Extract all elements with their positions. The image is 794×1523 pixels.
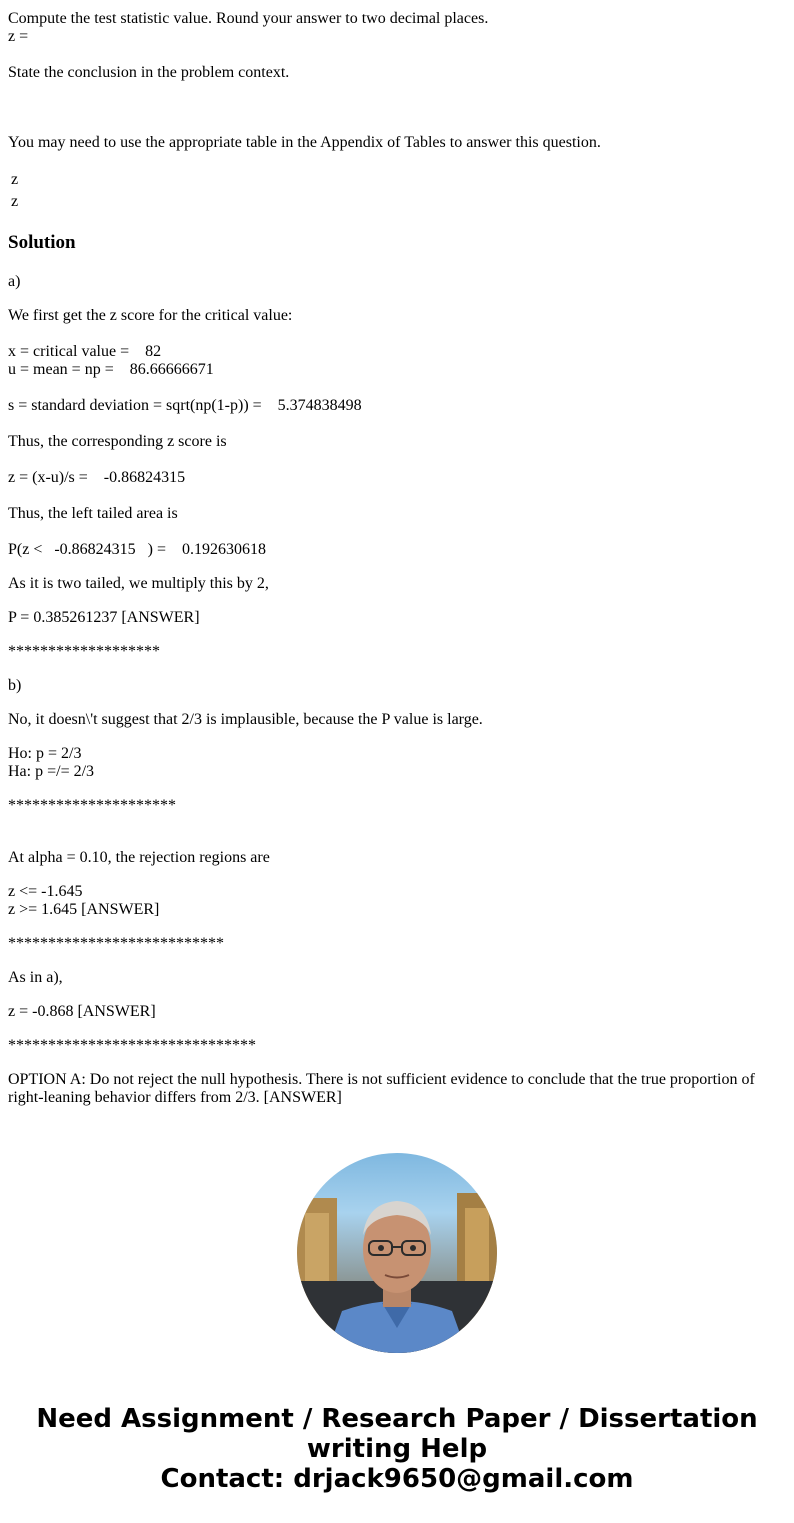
question-line-conclusion: State the conclusion in the problem context. bbox=[8, 64, 290, 81]
std-dev-line: s = standard deviation = sqrt(np(1-p)) = 5.374838498 bbox=[8, 397, 362, 414]
z-score-line: z = (x-u)/s = -0.86824315 bbox=[8, 469, 186, 486]
two-tailed-note: As it is two tailed, we multiply this by 2, bbox=[8, 575, 269, 592]
z-score-intro: Thus, the corresponding z score is bbox=[8, 433, 227, 450]
question-line-compute: Compute the test statistic value. Round your answer to two decimal places. bbox=[8, 10, 489, 27]
z-answer: z = -0.868 [ANSWER] bbox=[8, 1003, 156, 1020]
conclusion-option: OPTION A: Do not reject the null hypothesis. There is not sufficient evidence to conclude that the true proportion of right-leaning behavior differs from 2/3. [ANSWER] bbox=[8, 1071, 755, 1106]
rejection-region-lower: z <= -1.645 bbox=[8, 883, 83, 900]
promo-line-2: writing Help bbox=[306, 1434, 488, 1464]
mean-line: u = mean = np = 86.66666671 bbox=[8, 361, 214, 378]
promo-line-1: Need Assignment / Research Paper / Dissertation bbox=[36, 1404, 758, 1434]
separator: ******************* bbox=[8, 643, 160, 660]
question-table-note: You may need to use the appropriate table in the Appendix of Tables to answer this question. bbox=[8, 134, 601, 151]
left-tail-intro: Thus, the left tailed area is bbox=[8, 505, 178, 522]
as-in-a: As in a), bbox=[8, 969, 63, 986]
promo-contact-line: Contact: drjack9650@gmail.com bbox=[160, 1464, 634, 1494]
p-value-answer: P = 0.385261237 [ANSWER] bbox=[8, 609, 200, 626]
part-a-intro: We first get the z score for the critical value: bbox=[8, 307, 293, 324]
separator: ******************************* bbox=[8, 1037, 256, 1054]
rejection-region-upper: z >= 1.645 [ANSWER] bbox=[8, 901, 160, 918]
left-tail-probability: P(z < -0.86824315 ) = 0.192630618 bbox=[8, 541, 267, 558]
table-cell-z: z bbox=[11, 171, 19, 188]
author-photo bbox=[297, 1153, 497, 1353]
rejection-intro: At alpha = 0.10, the rejection regions are bbox=[8, 849, 270, 866]
question-line-z: z = bbox=[8, 28, 29, 45]
part-b-answer: No, it doesn\'t suggest that 2/3 is implausible, because the P value is large. bbox=[8, 711, 483, 728]
solution-heading: Solution bbox=[8, 232, 76, 253]
part-b-label: b) bbox=[8, 677, 22, 694]
null-hypothesis: Ho: p = 2/3 bbox=[8, 745, 82, 762]
part-a-label: a) bbox=[8, 273, 21, 290]
table-cell-z: z bbox=[11, 193, 19, 210]
critical-value-line: x = critical value = 82 bbox=[8, 343, 162, 360]
author-portrait-image bbox=[297, 1153, 497, 1353]
separator: ********************* bbox=[8, 797, 176, 814]
alt-hypothesis: Ha: p =/= 2/3 bbox=[8, 763, 95, 780]
separator: *************************** bbox=[8, 935, 224, 952]
